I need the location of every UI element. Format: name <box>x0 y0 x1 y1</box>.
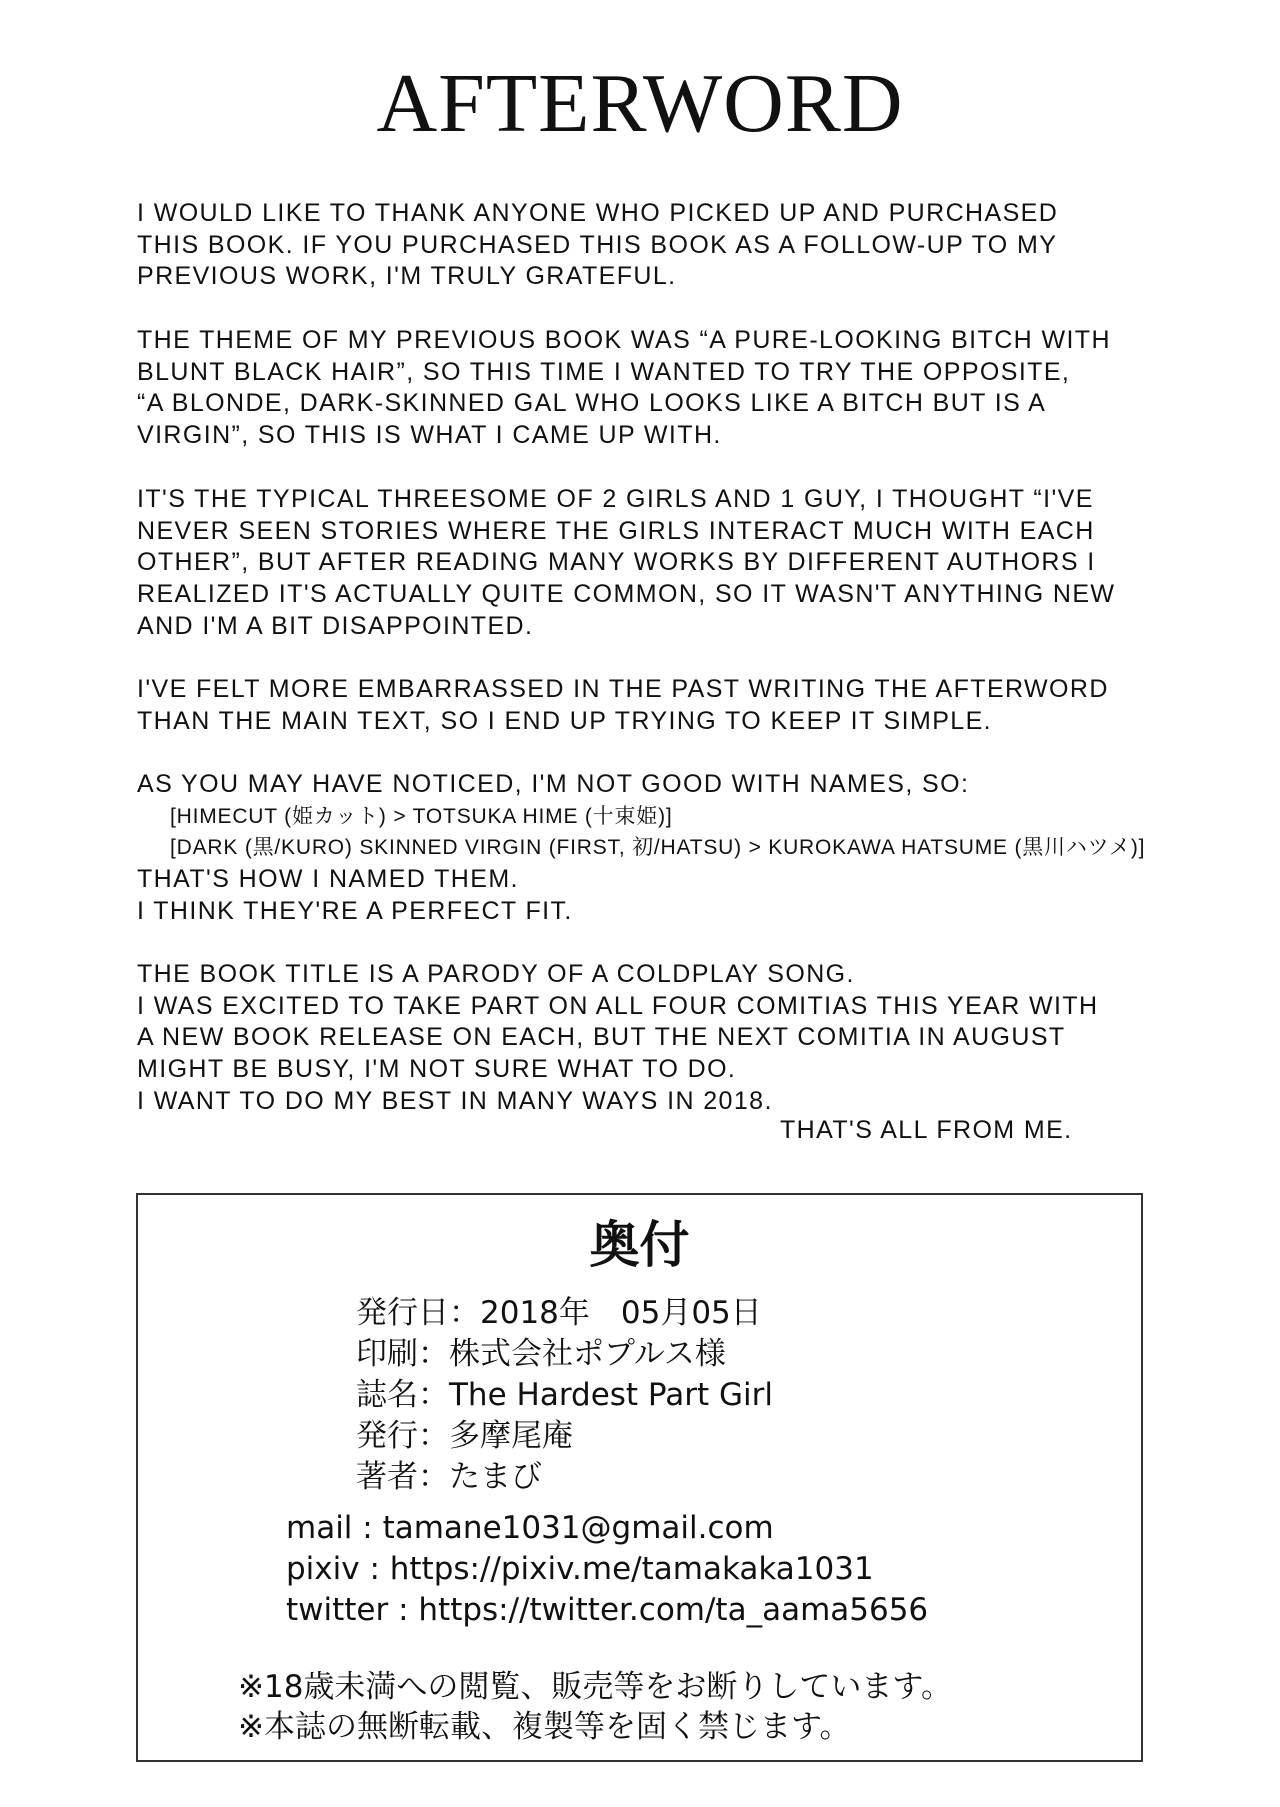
name-origin-line: [HIMECUT (姫カット) > TOTSUKA HIME (十束姫)] <box>170 804 673 828</box>
text-line: A NEW BOOK RELEASE ON EACH, BUT THE NEXT COMITIA IN AUGUST <box>137 1023 1066 1052</box>
colophon-title: 奥付 <box>589 1216 690 1274</box>
text-line: OTHER”, BUT AFTER READING MANY WORKS BY DIFFERENT AUTHORS I <box>137 548 1096 577</box>
colophon-publisher: 発行：多摩尾庵 <box>356 1418 573 1454</box>
paragraph-embarrassed <box>137 674 1109 737</box>
text-line: I WOULD LIKE TO THANK ANYONE WHO PICKED UP AND PURCHASED <box>137 199 1059 227</box>
colophon-printer: 印刷：株式会社ポプルス様 <box>356 1336 726 1372</box>
text-line: NEVER SEEN STORIES WHERE THE GIRLS INTERACT MUCH WITH EACH <box>137 516 1095 545</box>
colophon-box <box>136 1193 1143 1762</box>
contact-mail: mail : tamane1031@gmail.com <box>286 1510 774 1546</box>
notice-copyright: ※本誌の無断転載、複製等を固く禁じます。 <box>238 1709 851 1745</box>
text-line: AS YOU MAY HAVE NOTICED, I'M NOT GOOD WITH NAMES, SO: <box>137 770 970 798</box>
text-line: PREVIOUS WORK, I'M TRULY GRATEFUL. <box>137 262 677 291</box>
name-origin-line: [DARK (黒/KURO) SKINNED VIRGIN (FIRST, 初/HATSU) > KUROKAWA HATSUME (黒川ハツメ)] <box>170 836 1146 860</box>
paragraph-names <box>137 769 1145 927</box>
text-line: THE THEME OF MY PREVIOUS BOOK WAS “A PURE-LOOKING BITCH WITH <box>137 326 1111 354</box>
colophon-book-title: 誌名：The Hardest Part Girl <box>356 1377 773 1413</box>
signoff: THAT'S ALL FROM ME. <box>780 1116 1073 1144</box>
text-line: THAN THE MAIN TEXT, SO I END UP TRYING TO KEEP IT SIMPLE. <box>137 706 993 735</box>
contact-pixiv: pixiv : https://pixiv.me/tamakaka1031 <box>286 1551 874 1587</box>
paragraph-title <box>137 959 1099 1117</box>
colophon-author: 著者：たまび <box>356 1459 542 1495</box>
text-line: MIGHT BE BUSY, I'M NOT SURE WHAT TO DO. <box>137 1055 737 1084</box>
paragraph-theme <box>137 325 1111 452</box>
paragraph-threesome <box>137 484 1115 642</box>
text-line: IT'S THE TYPICAL THREESOME OF 2 GIRLS AND 1 GUY, I THOUGHT “I'VE <box>137 485 1094 513</box>
text-line: I WANT TO DO MY BEST IN MANY WAYS IN 2018. <box>137 1086 773 1115</box>
text-line: THIS BOOK. IF YOU PURCHASED THIS BOOK AS A FOLLOW-UP TO MY <box>137 230 1058 259</box>
colophon-date: 発行日：2018年 05月05日 <box>356 1295 762 1331</box>
text-line: THAT'S HOW I NAMED THEM. <box>137 865 519 894</box>
page-title: AFTERWORD <box>376 57 904 150</box>
text-line: THE BOOK TITLE IS A PARODY OF A COLDPLAY SONG. <box>137 960 855 988</box>
text-line: REALIZED IT'S ACTUALLY QUITE COMMON, SO IT WASN'T ANYTHING NEW <box>137 580 1116 609</box>
text-line: “A BLONDE, DARK-SKINNED GAL WHO LOOKS LIKE A BITCH BUT IS A <box>137 389 1047 418</box>
text-line: I'VE FELT MORE EMBARRASSED IN THE PAST WRITING THE AFTERWORD <box>137 675 1109 703</box>
text-line: AND I'M A BIT DISAPPOINTED. <box>137 611 534 640</box>
text-line: VIRGIN”, SO THIS IS WHAT I CAME UP WITH. <box>137 421 722 450</box>
paragraph-thanks <box>137 198 1058 293</box>
text-line: BLUNT BLACK HAIR”, SO THIS TIME I WANTED TO TRY THE OPPOSITE, <box>137 357 1071 386</box>
text-line: I WAS EXCITED TO TAKE PART ON ALL FOUR COMITIAS THIS YEAR WITH <box>137 991 1099 1020</box>
notice-age: ※18歳未満への閲覧、販売等をお断りしています。 <box>238 1669 952 1705</box>
text-line: I THINK THEY'RE A PERFECT FIT. <box>137 896 573 925</box>
contact-twitter: twitter : https://twitter.com/ta_aama5656 <box>286 1592 929 1628</box>
